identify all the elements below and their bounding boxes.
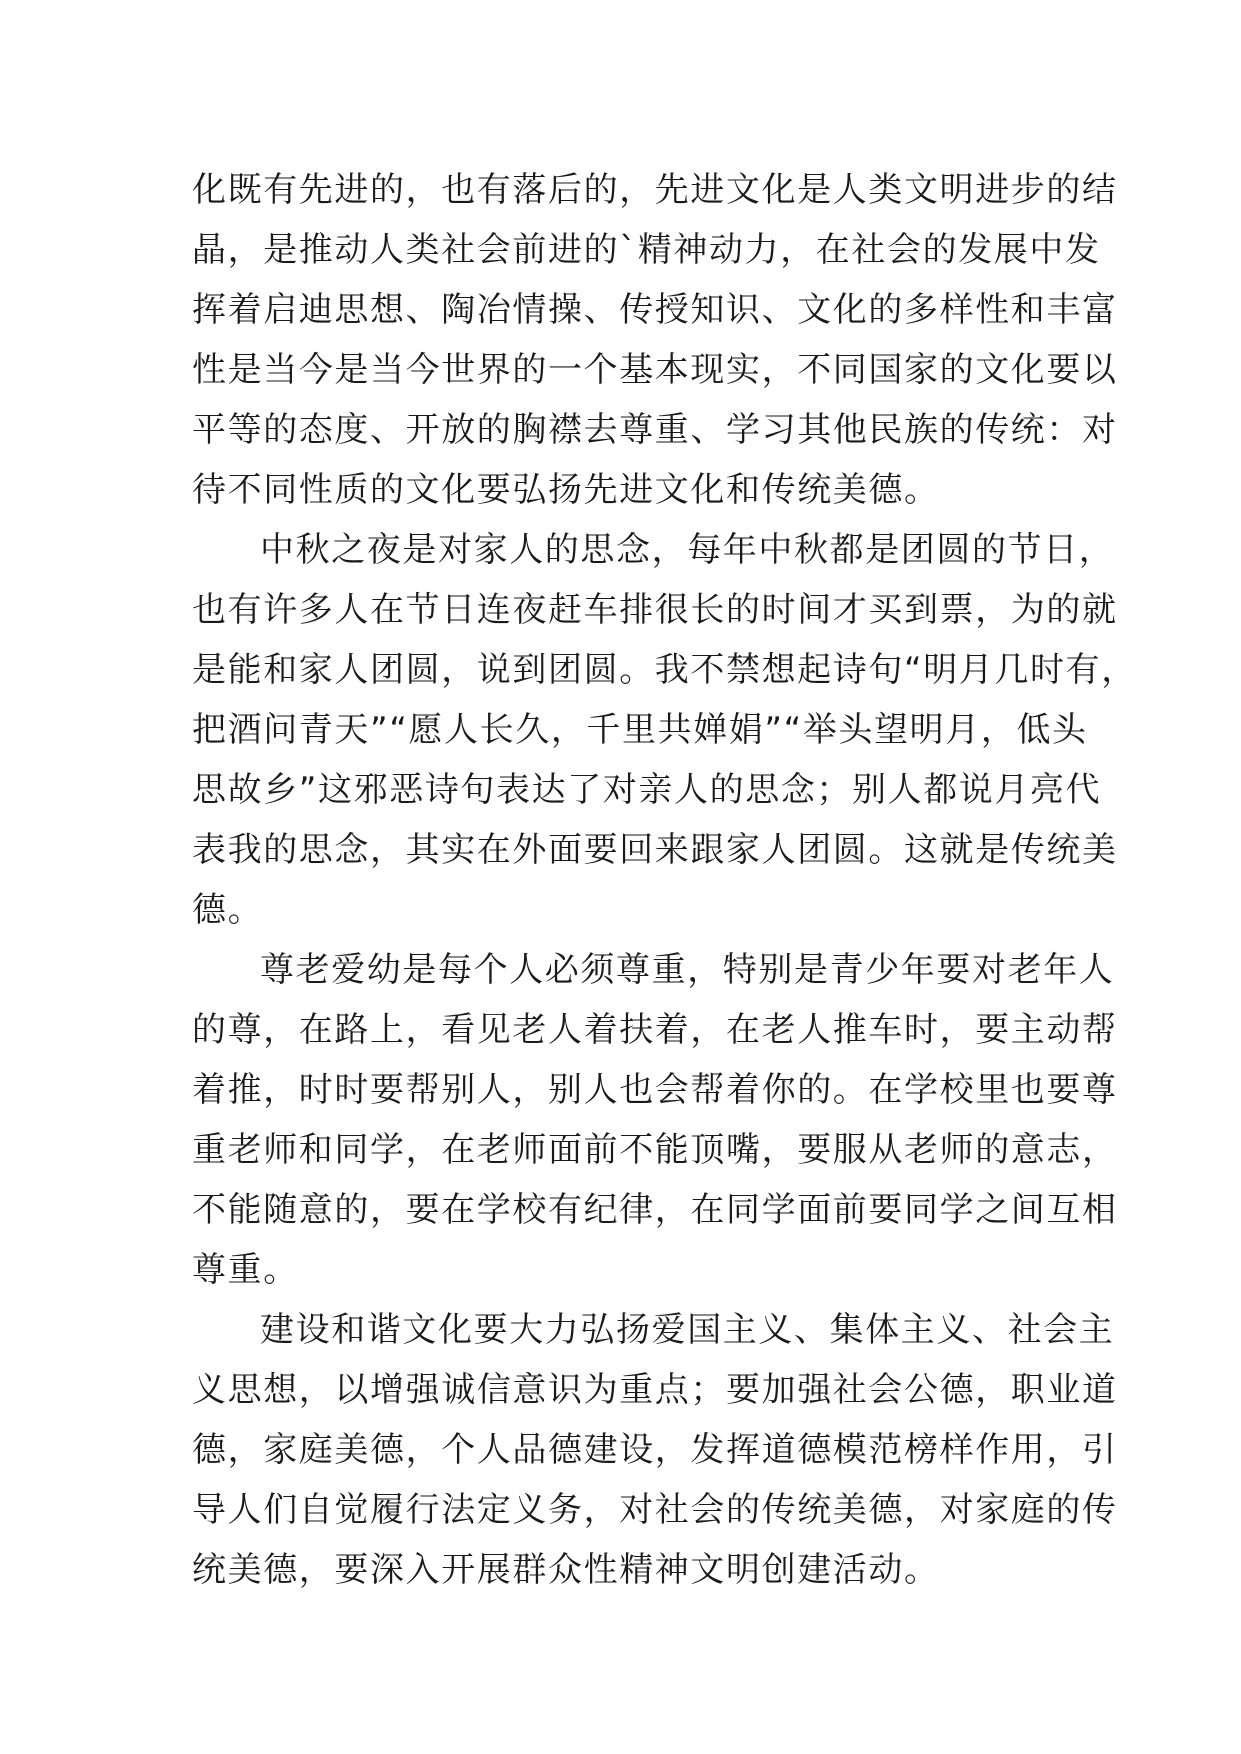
text-line-first: 尊老爱幼是每个人必须尊重，特别是青少年要对老年人	[260, 950, 1115, 990]
text-line: 挥着启迪思想、陶冶情操、传授知识、文化的多样性和丰富	[192, 290, 1118, 330]
text-line: 德。	[192, 890, 264, 930]
text-line: 平等的态度、开放的胸襟去尊重、学习其他民族的传统：对	[192, 410, 1118, 450]
paragraph-culture	[192, 160, 1118, 520]
paragraph-respect-elders	[192, 940, 1118, 1300]
text-line: 是能和家人团圆，说到团圆。我不禁想起诗句“明月几时有，	[192, 650, 1137, 690]
text-line: 思故乡”这邪恶诗句表达了对亲人的思念；别人都说月亮代	[192, 770, 1102, 810]
text-line: 待不同性质的文化要弘扬先进文化和传统美德。	[192, 470, 940, 510]
text-line: 着推，时时要帮别人，别人也会帮着你的。在学校里也要尊	[192, 1070, 1118, 1110]
text-line: 也有许多人在节日连夜赶车排很长的时间才买到票，为的就	[192, 590, 1118, 630]
text-line: 把酒问青天”“愿人长久，千里共婵娟”“举头望明月，低头	[192, 710, 1088, 750]
text-line: 晶，是推动人类社会前进的`精神动力，在社会的发展中发	[192, 230, 1101, 270]
text-line-first: 中秋之夜是对家人的思念，每年中秋都是团圆的节日，	[260, 530, 1115, 570]
text-line: 化既有先进的，也有落后的，先进文化是人类文明进步的结	[192, 170, 1118, 210]
paragraph-harmonious-culture	[192, 1300, 1118, 1600]
paragraph-mid-autumn	[192, 520, 1137, 940]
text-line: 不能随意的，要在学校有纪律，在同学面前要同学之间互相	[192, 1190, 1118, 1230]
text-line: 统美德，要深入开展群众性精神文明创建活动。	[192, 1550, 940, 1590]
text-line: 重老师和同学，在老师面前不能顶嘴，要服从老师的意志，	[192, 1130, 1118, 1170]
text-line: 的尊，在路上，看见老人着扶着，在老人推车时，要主动帮	[192, 1010, 1118, 1050]
text-line: 性是当今是当今世界的一个基本现实，不同国家的文化要以	[192, 350, 1118, 390]
text-line: 导人们自觉履行法定义务，对社会的传统美德，对家庭的传	[192, 1490, 1118, 1530]
text-line: 义思想，以增强诚信意识为重点；要加强社会公德，职业道	[192, 1370, 1118, 1410]
text-line: 尊重。	[192, 1250, 299, 1290]
text-line: 德，家庭美德，个人品德建设，发挥道德模范榜样作用，引	[192, 1430, 1118, 1470]
text-line: 表我的思念，其实在外面要回来跟家人团圆。这就是传统美	[192, 830, 1118, 870]
document-body	[192, 160, 1137, 1600]
text-line-first: 建设和谐文化要大力弘扬爱国主义、集体主义、社会主	[260, 1310, 1115, 1350]
